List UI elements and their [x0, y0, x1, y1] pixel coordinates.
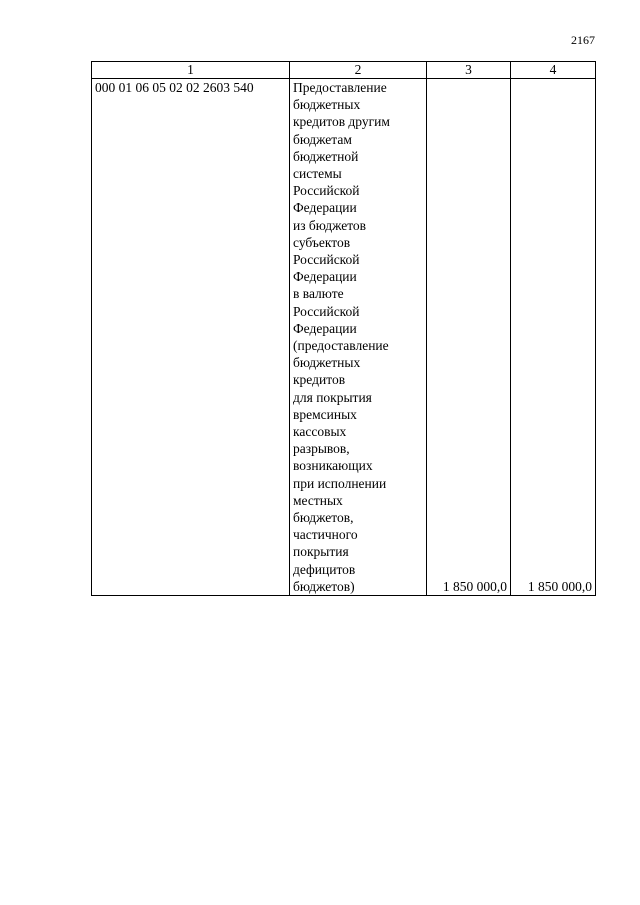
item-name-line: кредитов	[293, 372, 346, 388]
item-name-line: (предоставление	[293, 338, 389, 354]
item-name-line: для покрытия	[293, 389, 372, 405]
column-header-2: 2	[290, 62, 427, 79]
page-number: 2167	[571, 33, 595, 47]
item-name-line: покрытия	[293, 544, 349, 560]
item-name-line: в валюте	[293, 286, 344, 302]
item-name-line: времсиных	[293, 406, 357, 422]
item-name-line: системы	[293, 166, 342, 182]
item-name-line: бюджетной	[293, 148, 359, 164]
item-name-line: местных	[293, 492, 343, 508]
column-header-3: 3	[427, 62, 511, 79]
item-name-line: дефицитов	[293, 561, 356, 577]
budget-table	[91, 61, 596, 596]
item-name-line: кассовых	[293, 424, 347, 440]
column-header-1: 1	[92, 62, 290, 79]
item-name-line: Российской	[293, 183, 360, 199]
item-name-line: возникающих	[293, 458, 373, 474]
item-name-line: бюджетов)	[293, 578, 355, 594]
item-name-line: бюджетных	[293, 355, 361, 371]
item-name-line: бюджетных	[293, 97, 361, 113]
item-name-line: кредитов другим	[293, 114, 390, 130]
item-name-cell	[290, 79, 427, 596]
column-header-4: 4	[511, 62, 596, 79]
item-name-line: субъектов	[293, 234, 351, 250]
item-name-line: при исполнении	[293, 475, 387, 491]
table-header-row	[92, 62, 596, 79]
item-name-line: Российской	[293, 252, 360, 268]
item-name-line: из бюджетов	[293, 217, 367, 233]
item-name-line: разрывов,	[293, 441, 350, 457]
item-name-line: Федерации	[293, 269, 357, 285]
item-name-line: бюджетов,	[293, 510, 354, 526]
budget-code-cell: 000 01 06 05 02 02 2603 540	[92, 79, 290, 596]
item-name-line: Федерации	[293, 200, 357, 216]
item-name-line: Российской	[293, 303, 360, 319]
amount-cell-col4: 1 850 000,0	[511, 79, 596, 596]
item-name-line: бюджетам	[293, 131, 352, 147]
item-name-line: Предоставление	[293, 80, 387, 95]
item-name-line: частичного	[293, 527, 358, 543]
table-row	[92, 79, 596, 596]
amount-cell-col3: 1 850 000,0	[427, 79, 511, 596]
item-name-line: Федерации	[293, 320, 357, 336]
